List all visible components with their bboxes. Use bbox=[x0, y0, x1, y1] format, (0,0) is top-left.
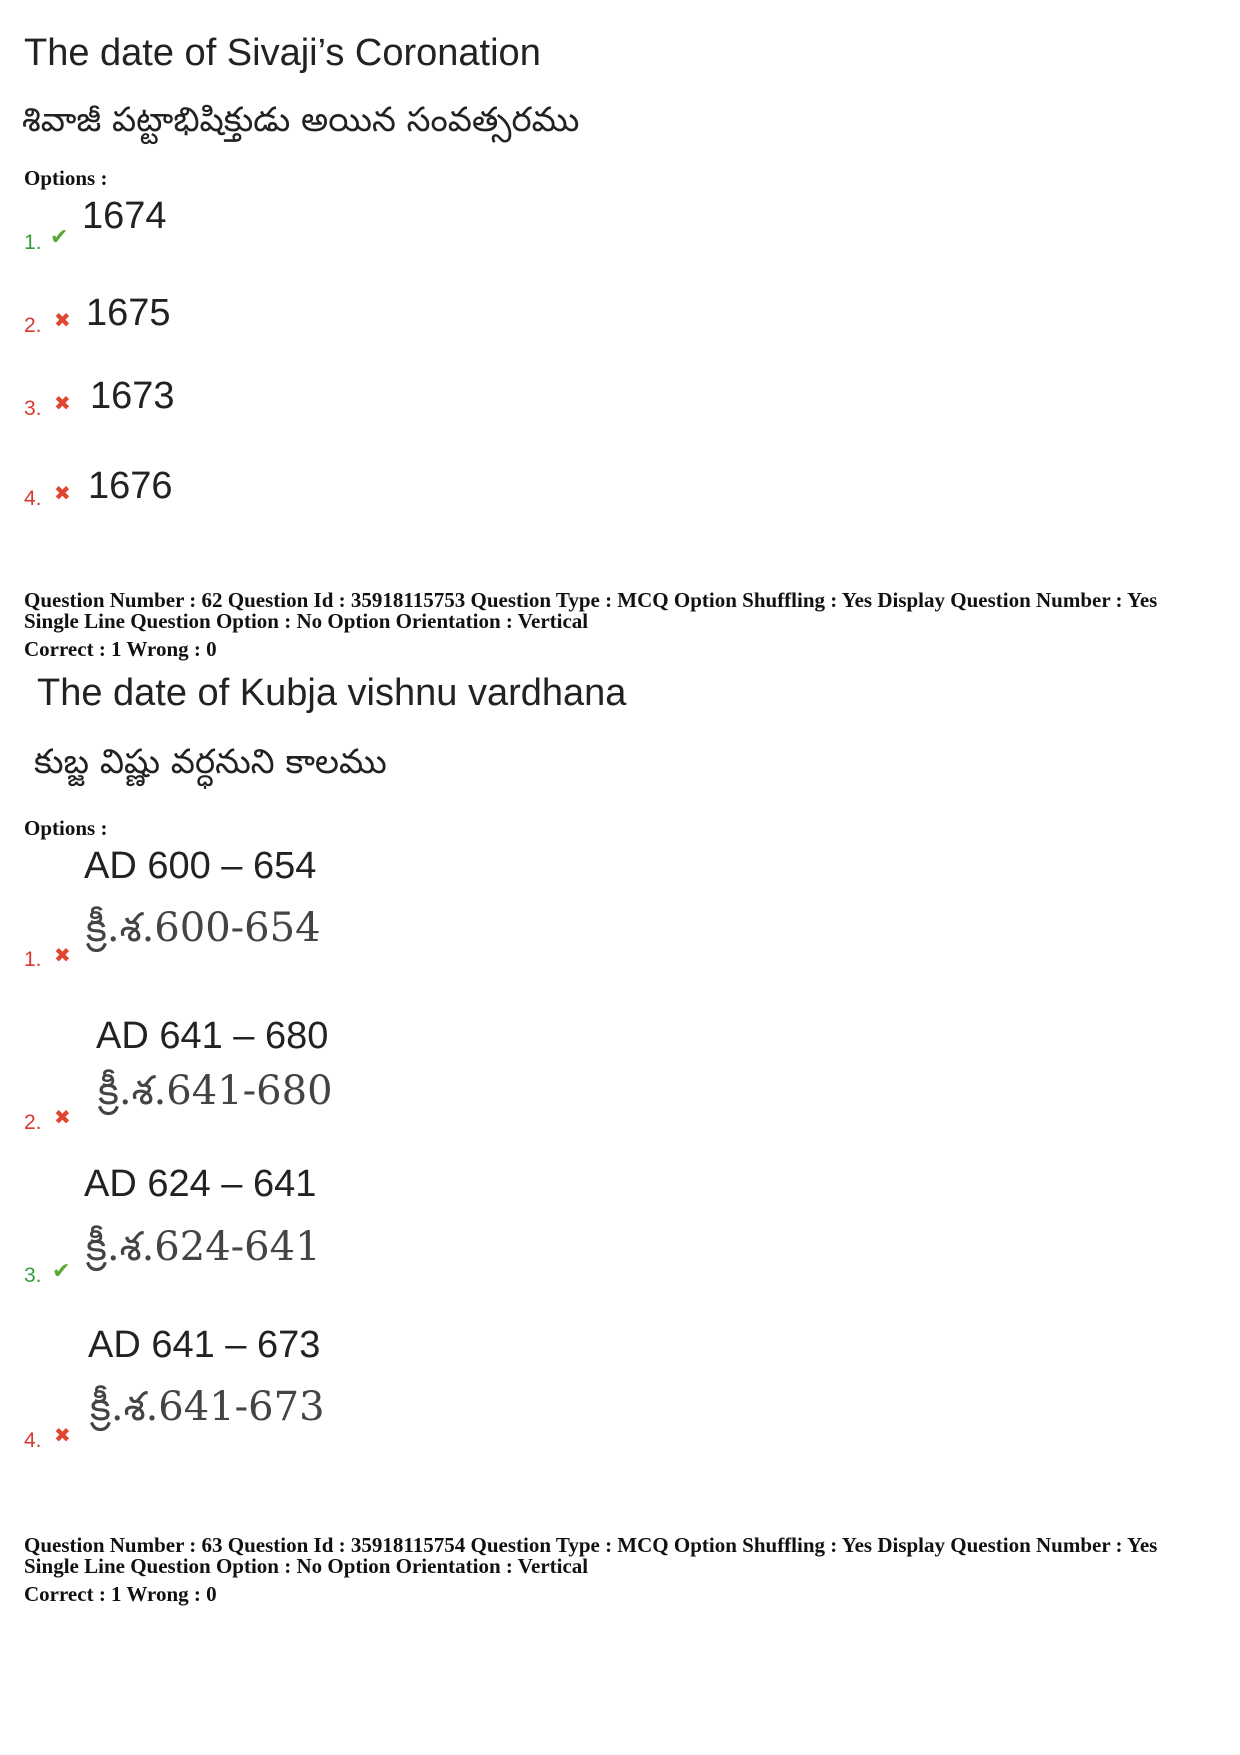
check-mark-icon: ✔ bbox=[52, 1259, 71, 1284]
option-item bbox=[24, 292, 324, 352]
option-value-en: AD 624 – 641 bbox=[84, 1163, 317, 1205]
option-item bbox=[24, 1324, 424, 1454]
question-metadata bbox=[24, 590, 1157, 660]
cross-mark-icon: ✖ bbox=[54, 1423, 71, 1447]
option-item bbox=[24, 375, 324, 435]
cross-mark-icon: ✖ bbox=[54, 1105, 71, 1129]
question-title-te: కుబ్జ విష్ణు వర్ధనుని కాలము bbox=[34, 742, 387, 782]
metadata-line: Question Number : 62 Question Id : 35918115753 Question Type : MCQ Option Shuffling : Yes Display Question Number : Yes bbox=[24, 588, 1158, 612]
option-item bbox=[24, 465, 324, 525]
option-item bbox=[24, 1163, 424, 1293]
check-mark-icon: ✔ bbox=[50, 225, 69, 250]
options-label: Options : bbox=[24, 816, 108, 840]
option-value-te: క్రీ.శ.600-654 bbox=[86, 905, 321, 951]
option-number: 1. bbox=[24, 231, 42, 254]
question-title-en: The date of Kubja vishnu vardhana bbox=[37, 672, 627, 714]
option-value: 1676 bbox=[88, 465, 173, 507]
option-value-te: క్రీ.శ.624-641 bbox=[86, 1224, 321, 1270]
marks-line: Correct : 1 Wrong : 0 bbox=[24, 637, 217, 661]
cross-mark-icon: ✖ bbox=[54, 481, 71, 505]
option-value-en: AD 641 – 673 bbox=[88, 1324, 321, 1366]
cross-mark-icon: ✖ bbox=[54, 308, 71, 332]
option-number: 2. bbox=[24, 314, 42, 337]
option-value: 1673 bbox=[90, 375, 175, 417]
cross-mark-icon: ✖ bbox=[54, 943, 71, 967]
option-number: 2. bbox=[24, 1111, 42, 1134]
question-title-en: The date of Sivaji’s Coronation bbox=[24, 32, 541, 74]
marks-line: Correct : 1 Wrong : 0 bbox=[24, 1582, 217, 1606]
option-value: 1675 bbox=[86, 292, 171, 334]
option-number: 3. bbox=[24, 1264, 42, 1287]
option-value-te: క్రీ.శ.641-680 bbox=[98, 1068, 333, 1114]
option-item bbox=[24, 845, 424, 975]
question-metadata bbox=[24, 1535, 1157, 1605]
option-item bbox=[24, 1015, 424, 1145]
option-value-en: AD 600 – 654 bbox=[84, 845, 317, 887]
metadata-line: Single Line Question Option : No Option Orientation : Vertical bbox=[24, 1554, 589, 1578]
option-number: 4. bbox=[24, 1429, 42, 1452]
option-number: 4. bbox=[24, 487, 42, 510]
options-label: Options : bbox=[24, 166, 108, 190]
option-value-te: క్రీ.శ.641-673 bbox=[90, 1384, 325, 1430]
option-value: 1674 bbox=[82, 195, 167, 237]
option-item bbox=[24, 195, 324, 255]
metadata-line: Single Line Question Option : No Option Orientation : Vertical bbox=[24, 609, 589, 633]
question-title-te: శివాజీ పట్టాభిషిక్తుడు అయిన సంవత్సరము bbox=[22, 100, 580, 140]
option-value-en: AD 641 – 680 bbox=[96, 1015, 329, 1057]
metadata-line: Question Number : 63 Question Id : 35918115754 Question Type : MCQ Option Shuffling : Yes Display Question Number : Yes bbox=[24, 1533, 1158, 1557]
cross-mark-icon: ✖ bbox=[54, 391, 71, 415]
option-number: 3. bbox=[24, 397, 42, 420]
option-number: 1. bbox=[24, 948, 42, 971]
